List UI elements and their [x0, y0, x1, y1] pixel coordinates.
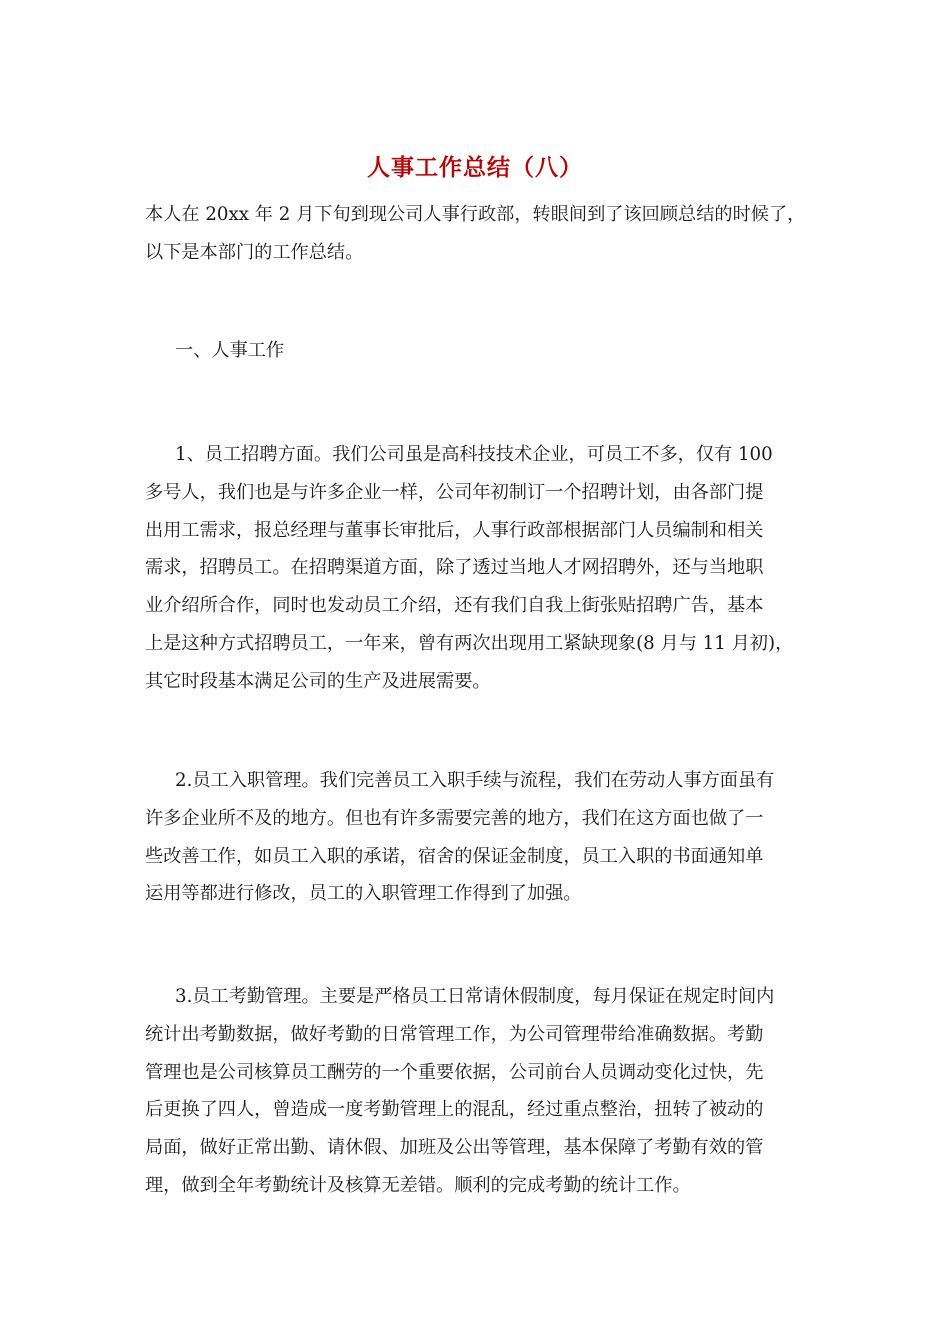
paragraph-line: 2.员工入职管理。我们完善员工入职手续与流程，我们在劳动人事方面虽有: [175, 770, 775, 791]
paragraph-line: 管理也是公司核算员工酬劳的一个重要依据，公司前台人员调动变化过快，先: [145, 1061, 764, 1083]
paragraph-line: 3.员工考勤管理。主要是严格员工日常请休假制度，每月保证在规定时间内: [175, 986, 775, 1007]
paragraph-line: 出用工需求，报总经理与董事长审批后，人事行政部根据部门人员编制和相关: [145, 519, 764, 541]
paragraph-line: 运用等都进行修改，员工的入职管理工作得到了加强。: [145, 883, 582, 905]
paragraph-line: 其它时段基本满足公司的生产及进展需要。: [145, 670, 491, 692]
paragraph-line: 统计出考勤数据，做好考勤的日常管理工作，为公司管理带给准确数据。考勤: [145, 1023, 764, 1045]
paragraph-line: 局面，做好正常出勤、请休假、加班及公出等管理，基本保障了考勤有效的管: [145, 1137, 764, 1159]
paragraph-recruitment: [145, 436, 813, 701]
paragraph-line: 上是这种方式招聘员工，一年来，曾有两次出现用工紧缺现象(8 月与 11 月初)，: [145, 632, 794, 654]
paragraph-line: 后更换了四人，曾造成一度考勤管理上的混乱，经过重点整治，扭转了被动的: [145, 1099, 764, 1121]
paragraph-onboarding: [145, 762, 813, 913]
paragraph-line: 多号人，我们也是与许多企业一样，公司年初制订一个招聘计划，由各部门提: [145, 481, 764, 503]
paragraph-attendance: [145, 978, 813, 1205]
paragraph-line: 1、员工招聘方面。我们公司虽是高科技技术企业，可员工不多，仅有 100: [175, 444, 773, 465]
document-title: 人事工作总结（八）: [367, 154, 583, 181]
paragraph-line: 些改善工作，如员工入职的承诺，宿舍的保证金制度，员工入职的书面通知单: [145, 845, 764, 867]
intro-line: 本人在 20xx 年 2 月下旬到现公司人事行政部，转眼间到了该回顾总结的时候了，: [145, 204, 806, 225]
intro-paragraph: [145, 196, 813, 272]
paragraph-line: 需求，招聘员工。在招聘渠道方面，除了透过当地人才网招聘外，还与当地职: [145, 557, 764, 579]
section-heading-text: 一、人事工作: [175, 340, 285, 361]
intro-line: 以下是本部门的工作总结。: [145, 241, 364, 263]
paragraph-line: 业介绍所合作，同时也发动员工介绍，还有我们自我上街张贴招聘广告，基本: [145, 595, 764, 617]
paragraph-line: 许多企业所不及的地方。但也有许多需要完善的地方，我们在这方面也做了一: [145, 807, 764, 829]
paragraph-line: 理，做到全年考勤统计及核算无差错。顺利的完成考勤的统计工作。: [145, 1174, 691, 1196]
section-heading: [145, 332, 813, 370]
